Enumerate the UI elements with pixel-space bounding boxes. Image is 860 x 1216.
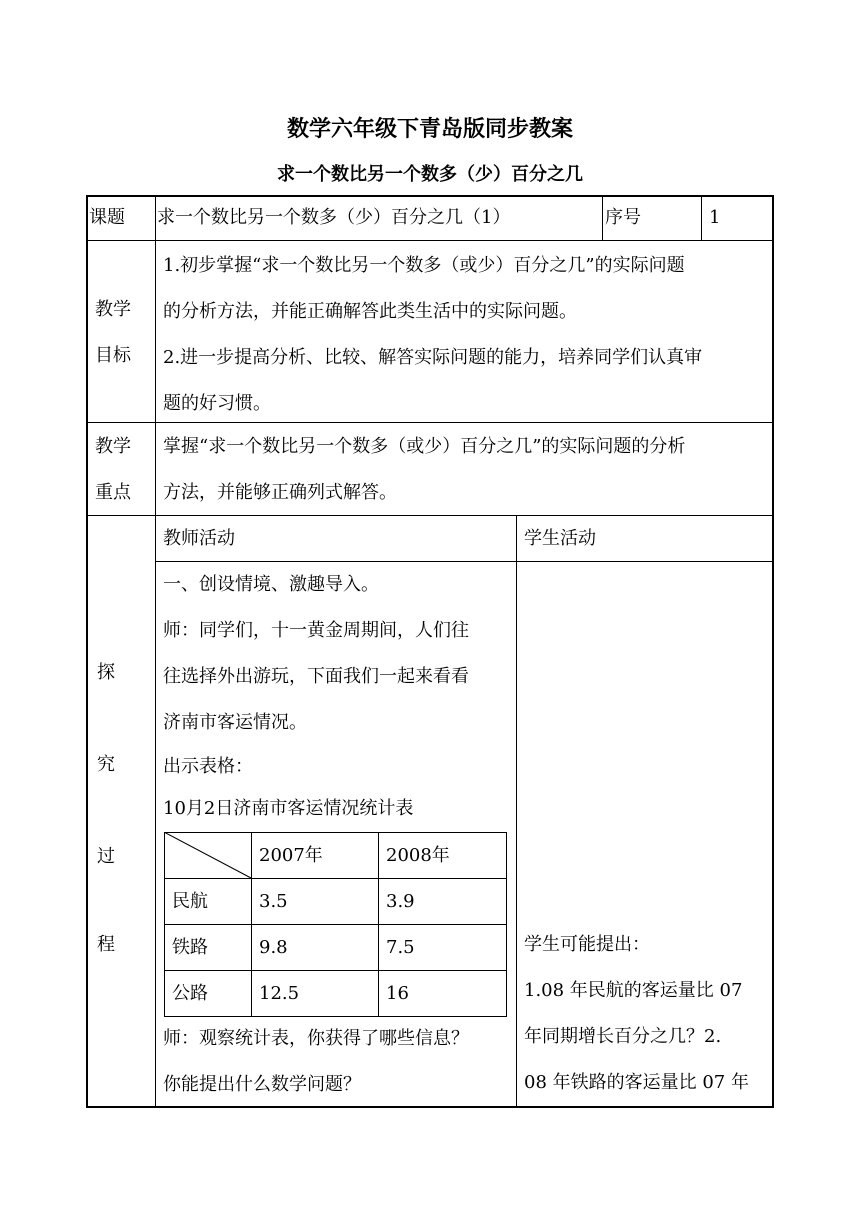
stats-cell: 9.8 xyxy=(259,937,288,958)
keypoints-label-2: 重点 xyxy=(95,482,131,503)
activity-column-divider xyxy=(516,515,517,1108)
table-border-left xyxy=(86,195,88,1108)
keypoints-line: 掌握“求一个数比另一个数多（或少）百分之几”的实际问题的分析 xyxy=(163,436,686,457)
teacher-line: 出示表格： xyxy=(163,756,253,777)
teacher-line: 你能提出什么数学问题？ xyxy=(163,1074,361,1095)
keypoints-line: 方法，并能够正确列式解答。 xyxy=(163,482,397,503)
stats-cell: 7.5 xyxy=(386,937,415,958)
teacher-line: 10月2日济南市客运情况统计表 xyxy=(163,798,414,819)
keypoints-label-1: 教学 xyxy=(95,436,131,457)
stats-border xyxy=(164,924,506,925)
stats-cell: 3.5 xyxy=(259,891,288,912)
process-label-char: 究 xyxy=(97,754,115,775)
seq-value: 1 xyxy=(709,207,721,228)
goals-line: 的分析方法，并能正确解答此类生活中的实际问题。 xyxy=(163,301,577,322)
process-label-char: 探 xyxy=(97,662,115,683)
goals-label-1: 教学 xyxy=(95,299,131,320)
goals-label-2: 目标 xyxy=(95,345,131,366)
stats-cell: 16 xyxy=(386,983,409,1004)
table-border-top xyxy=(86,195,774,197)
document-title: 数学六年级下青岛版同步教案 xyxy=(286,117,573,142)
seq-label: 序号 xyxy=(605,207,641,228)
row-divider xyxy=(86,240,774,241)
teacher-line: 一、创设情境、激趣导入。 xyxy=(163,574,379,595)
document-subtitle: 求一个数比另一个数多（少）百分之几 xyxy=(277,164,583,185)
student-line: 08 年铁路的客运量比 07 年 xyxy=(524,1072,749,1093)
process-label-char: 过 xyxy=(97,846,115,867)
goals-line: 1.初步掌握“求一个数比另一个数多（或少）百分之几”的实际问题 xyxy=(163,255,685,276)
teacher-activity-header: 教师活动 xyxy=(163,528,235,549)
student-line: 学生可能提出： xyxy=(524,934,650,955)
teacher-line: 师：同学们，十一黄金周期间，人们往 xyxy=(163,620,469,641)
goals-line: 题的好习惯。 xyxy=(163,393,271,414)
stats-border xyxy=(164,970,506,971)
teacher-line: 济南市客运情况。 xyxy=(163,712,307,733)
stats-row-label: 公路 xyxy=(172,983,208,1004)
stats-row-label: 铁路 xyxy=(172,937,208,958)
goals-line: 2.进一步提高分析、比较、解答实际问题的能力，培养同学们认真审 xyxy=(163,347,703,368)
topic-label: 课题 xyxy=(89,207,125,228)
diagonal-header-line xyxy=(164,832,252,879)
seq-value-divider xyxy=(701,195,702,241)
process-label-char: 程 xyxy=(97,934,115,955)
teacher-line: 师：观察统计表，你获得了哪些信息？ xyxy=(163,1028,469,1049)
label-column-divider xyxy=(155,195,156,1108)
student-line: 1.08 年民航的客运量比 07 xyxy=(524,980,743,1001)
stats-col-header: 2008年 xyxy=(386,845,450,866)
student-line: 年同期增长百分之几？2. xyxy=(524,1026,722,1047)
topic-value: 求一个数比另一个数多（少）百分之几（1） xyxy=(157,207,511,228)
stats-col-header: 2007年 xyxy=(259,845,323,866)
stats-border xyxy=(378,832,379,1017)
teacher-line: 往选择外出游玩，下面我们一起来看看 xyxy=(163,666,469,687)
stats-cell: 3.9 xyxy=(386,891,415,912)
student-activity-header: 学生活动 xyxy=(524,528,596,549)
table-border-right xyxy=(772,195,774,1108)
stats-cell: 12.5 xyxy=(259,983,300,1004)
seq-divider xyxy=(602,195,603,241)
stats-row-label: 民航 xyxy=(172,891,208,912)
stats-border xyxy=(506,832,507,1017)
